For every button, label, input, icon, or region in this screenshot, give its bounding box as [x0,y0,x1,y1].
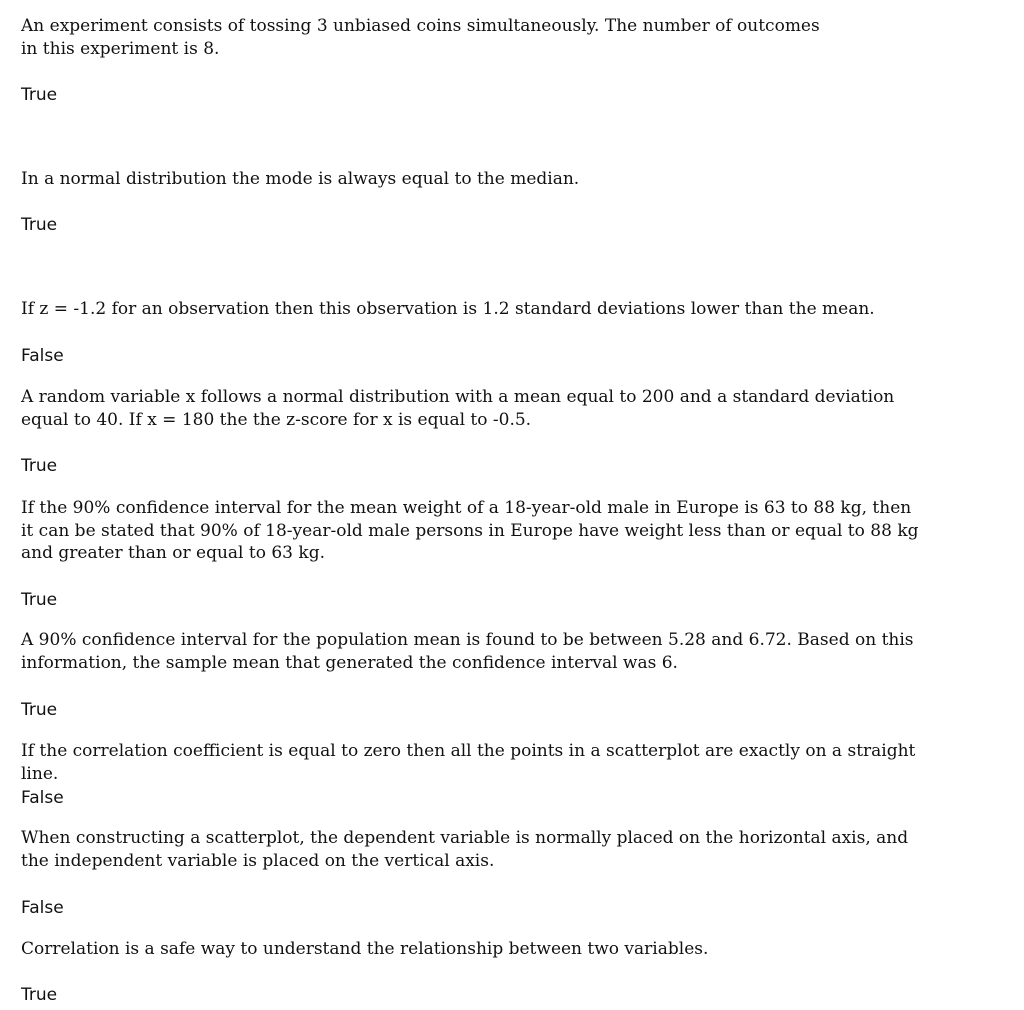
question-text: A 90% confidence interval for the population mean is found to be between 5.28 and 6.72. Based on this information, the sample mean that generated the confidence interval was 6. [21,630,914,673]
question-text: An experiment consists of tossing 3 unbiased coins simultaneously. The number of outcomes in this experiment is 8. [21,16,820,59]
question-text: If z = -1.2 for an observation then this observation is 1.2 standard deviations lower than the mean. [21,299,875,319]
answer-text: True [21,215,58,235]
question-text: When constructing a scatterplot, the dependent variable is normally placed on the horizontal axis, and the independent variable is placed on the vertical axis. [21,828,909,871]
answer-text: True [21,456,58,476]
answer-text: False [21,898,64,918]
question-text: In a normal distribution the mode is always equal to the median. [21,169,580,189]
answer-text: True [21,700,58,720]
answer-text: False [21,346,64,366]
question-text: Correlation is a safe way to understand the relationship between two variables. [21,939,709,959]
question-text: If the correlation coefficient is equal to zero then all the points in a scatterplot are exactly on a straight line. [21,741,916,784]
answer-text: True [21,985,58,1005]
question-text: If the 90% confidence interval for the mean weight of a 18-year-old male in Europe is 63 to 88 kg, then it can be stated that 90% of 18-year-old male persons in Europe have weight less than or equal to 88 kg and greater than or equal to 63 kg. [21,498,919,563]
answer-text: True [21,590,58,610]
answer-text: True [21,85,58,105]
answer-text: False [21,788,64,808]
question-text: A random variable x follows a normal distribution with a mean equal to 200 and a standard deviation equal to 40. If x = 180 the the z-score for x is equal to -0.5. [21,387,895,430]
